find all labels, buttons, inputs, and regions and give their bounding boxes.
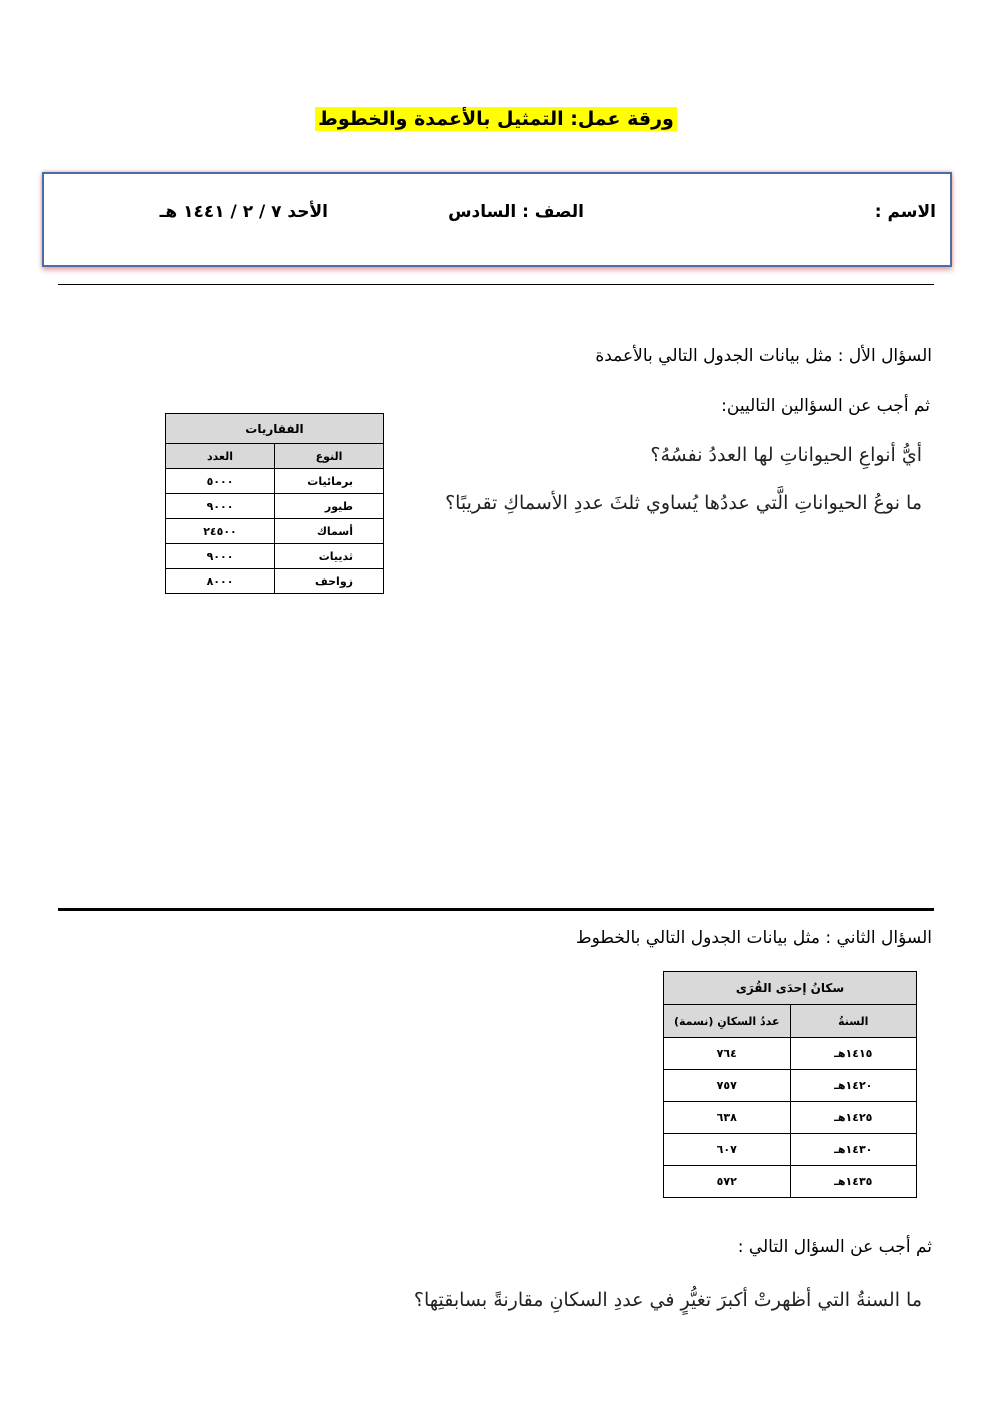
- vertebrate-type: برمائيات: [275, 469, 384, 494]
- question2-sub1: ما السنةُ التي أظهرتْ أكبرَ تغيُّرٍ في عددِ السكانِ مقارنةً بسابقتِها؟: [413, 1289, 922, 1311]
- vertebrate-type: زواحف: [275, 569, 384, 594]
- vertebrates-header-type: النوع: [275, 444, 384, 469]
- vertebrate-count: ٨٠٠٠: [166, 569, 275, 594]
- village-population-table: [663, 971, 917, 1198]
- village-table-caption: سكانُ إحدَى القُرَى: [664, 972, 917, 1005]
- village-year: ١٤٢٠هـ: [790, 1070, 917, 1102]
- question1-instruction: ثم أجب عن السؤالين التاليين:: [721, 396, 930, 416]
- vertebrates-header-count: العدد: [166, 444, 275, 469]
- vertebrate-count: ٩٠٠٠: [166, 494, 275, 519]
- vertebrate-count: ٥٠٠٠: [166, 469, 275, 494]
- village-population: ٦٠٧: [664, 1134, 791, 1166]
- table-row: [166, 569, 384, 594]
- table-row: [166, 544, 384, 569]
- name-label: الاسم :: [874, 202, 936, 222]
- village-population: ٥٧٢: [664, 1166, 791, 1198]
- question2-instruction: ثم أجب عن السؤال التالي :: [737, 1237, 932, 1257]
- village-year: ١٤٣٠هـ: [790, 1134, 917, 1166]
- vertebrate-count: ٩٠٠٠: [166, 544, 275, 569]
- vertebrate-type: أسماك: [275, 519, 384, 544]
- vertebrate-type: طيور: [275, 494, 384, 519]
- worksheet-title: [0, 108, 992, 130]
- village-population: ٧٥٧: [664, 1070, 791, 1102]
- question2-prompt: السؤال الثاني : مثل بيانات الجدول التالي بالخطوط: [575, 928, 932, 948]
- table-row: [664, 1166, 917, 1198]
- divider-middle: [58, 908, 934, 911]
- table-row: [664, 1134, 917, 1166]
- village-population: ٦٣٨: [664, 1102, 791, 1134]
- vertebrates-table-caption: الفقاريات: [166, 414, 384, 444]
- question1-sub2: ما نوعُ الحيواناتِ الَّتي عددُها يُساوي ثلثَ عددِ الأسماكِ تقريبًا؟: [445, 492, 922, 514]
- question1-sub1: أيُّ أنواعِ الحيواناتِ لها العددُ نفسُهُ؟: [650, 444, 922, 466]
- vertebrates-table: [165, 413, 384, 594]
- village-population: ٧٦٤: [664, 1038, 791, 1070]
- question1-prompt: السؤال الأل : مثل بيانات الجدول التالي بالأعمدة: [595, 346, 932, 366]
- vertebrate-type: ثدييات: [275, 544, 384, 569]
- table-row: [166, 494, 384, 519]
- vertebrate-count: ٢٤٥٠٠: [166, 519, 275, 544]
- village-header-year: السنةُ: [790, 1005, 917, 1038]
- village-header-population: عددُ السكانِ (نسمة): [664, 1005, 791, 1038]
- village-year: ١٤٢٥هـ: [790, 1102, 917, 1134]
- village-year: ١٤٣٥هـ: [790, 1166, 917, 1198]
- date-label: الأحد ٧ / ٢ / ١٤٤١ هـ: [159, 202, 328, 222]
- village-year: ١٤١٥هـ: [790, 1038, 917, 1070]
- worksheet-title-text: ورقة عمل: التمثيل بالأعمدة والخطوط: [315, 107, 677, 131]
- grade-label: الصف : السادس: [448, 202, 584, 222]
- table-row: [664, 1102, 917, 1134]
- table-row: [166, 469, 384, 494]
- table-row: [664, 1038, 917, 1070]
- table-row: [664, 1070, 917, 1102]
- table-row: [166, 519, 384, 544]
- divider-top: [58, 284, 934, 285]
